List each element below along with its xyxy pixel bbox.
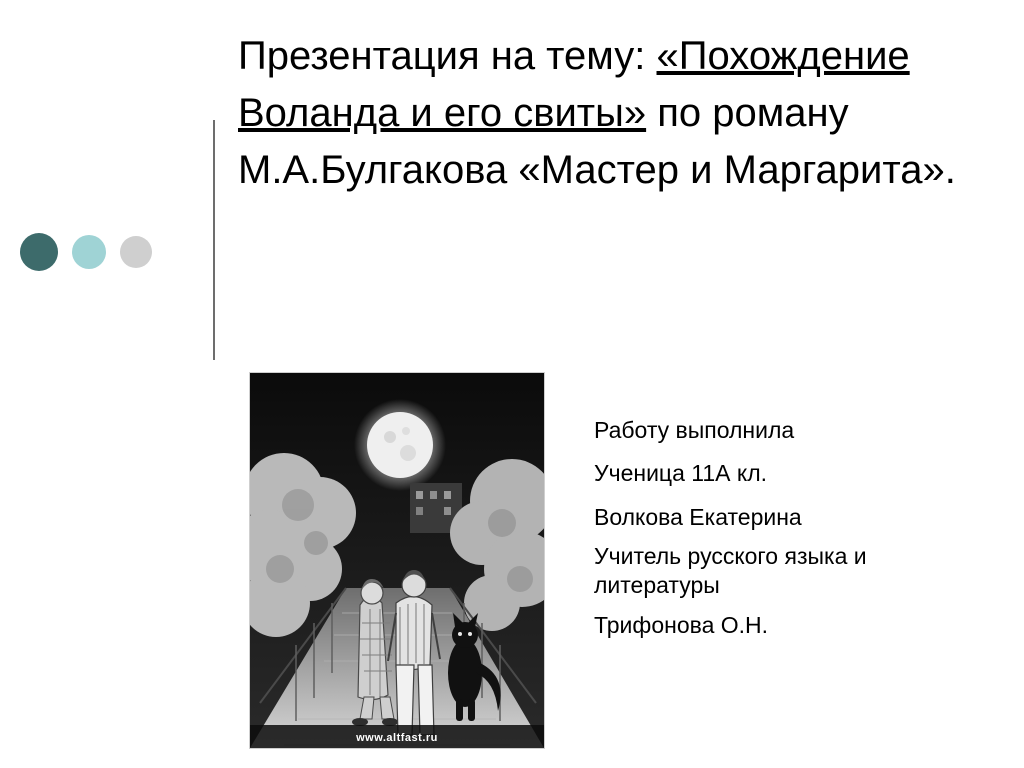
dot-teal-icon [20, 233, 58, 271]
title-divider [213, 120, 215, 360]
decorative-dots [20, 233, 152, 271]
dot-light-blue-icon [72, 235, 106, 269]
woland-and-retinue-illustration [249, 372, 545, 749]
title-line-two-rest: по роману М.А.Булгакова «Мастер и Маргарита». [238, 90, 956, 192]
image-caption: www.altfast.ru [356, 732, 438, 744]
credit-line-2: Ученица 11А кл. [594, 460, 768, 487]
credit-line-5: Трифонова О.Н. [594, 611, 769, 638]
title-line-two-underlined: «Похождение Воланда и его свиты» [238, 34, 910, 135]
illustration-graphic [250, 373, 544, 748]
credit-line-4: Учитель русского языка и литературы [594, 542, 867, 599]
credit-line-3: Волкова Екатерина [594, 503, 802, 530]
credits-block [594, 412, 994, 650]
credit-line-1: Работу выполнила [594, 417, 795, 443]
dot-grey-icon [120, 236, 152, 268]
page-title [238, 28, 988, 198]
title-line-one: Презентация на тему: [238, 34, 646, 78]
